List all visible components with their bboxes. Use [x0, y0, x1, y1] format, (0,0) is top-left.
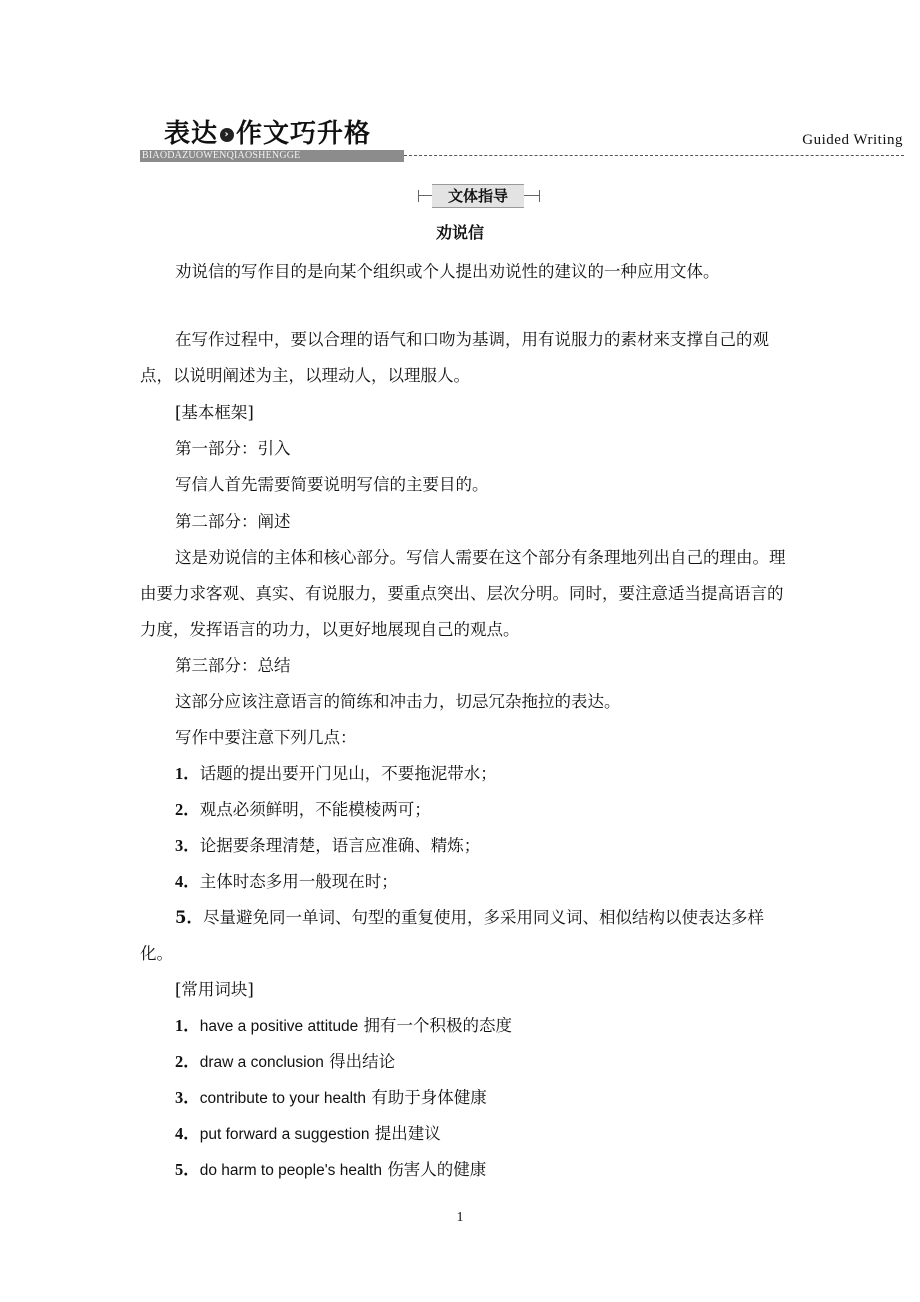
phrase-item — [175, 1080, 487, 1117]
header-divider — [404, 155, 904, 156]
phrase-item — [175, 1116, 441, 1153]
framework-heading: [基本框架] — [175, 403, 254, 422]
phrase-number: 1． — [175, 1016, 200, 1035]
phrase-number: 5． — [175, 1160, 200, 1179]
note-item — [175, 756, 497, 792]
note-text: 话题的提出要开门见山，不要拖泥带水； — [199, 764, 497, 783]
arrow-icon: › — [220, 128, 234, 142]
phrase-chinese: 提出建议 — [369, 1124, 441, 1143]
phrase-chinese: 伤害人的健康 — [381, 1160, 487, 1179]
section-badge — [418, 184, 540, 208]
section-title — [164, 118, 371, 150]
note-text: 尽量避免同一单词、句型的重复使用，多采用同义词、相似结构以使表达多样化。 — [140, 908, 764, 963]
part3-text: 这部分应该注意语言的简练和冲击力，切忌冗杂拖拉的表达。 — [175, 692, 621, 711]
note-number: 3． — [175, 836, 200, 855]
phrases-heading: [常用词块] — [175, 980, 254, 999]
phrase-english: contribute to your health — [199, 1090, 367, 1107]
pinyin-bar: BIAODAZUOWENQIAOSHENGGE — [140, 150, 404, 162]
phrase-english: put forward a suggestion — [199, 1126, 370, 1143]
page-header — [140, 118, 905, 166]
tone-paragraph: 在写作过程中，要以合理的语气和口吻为基调，用有说服力的素材来支撑自己的观点，以说明阐述为主，以理动人，以理服人。 — [140, 330, 769, 385]
intro-paragraph: 劝说信的写作目的是向某个组织或个人提出劝说性的建议的一种应用文体。 — [175, 262, 720, 281]
part3-heading: 第三部分：总结 — [175, 656, 291, 675]
header-english-label: Guided Writing — [802, 132, 903, 148]
note-text: 观点必须鲜明，不能模棱两可； — [199, 800, 431, 819]
part1-text: 写信人首先需要简要说明写信的主要目的。 — [175, 475, 489, 494]
phrase-number: 2． — [175, 1052, 200, 1071]
phrase-english: do harm to people's health — [199, 1162, 382, 1179]
note-item — [175, 792, 431, 828]
part2-heading: 第二部分：阐述 — [175, 512, 291, 531]
phrase-english: have a positive attitude — [199, 1018, 359, 1035]
phrase-chinese: 拥有一个积极的态度 — [358, 1016, 513, 1035]
note-text: 论据要条理清楚，语言应准确、精炼； — [199, 836, 481, 855]
note-number: 1． — [175, 764, 200, 783]
phrase-item — [175, 1044, 395, 1081]
badge-label: 文体指导 — [432, 184, 524, 208]
phrase-english: draw a conclusion — [199, 1054, 324, 1071]
phrase-number: 3． — [175, 1088, 200, 1107]
section-title-right: 作文巧升格 — [236, 119, 372, 149]
part1-heading: 第一部分：引入 — [175, 439, 291, 458]
note-item — [175, 828, 480, 864]
note-item — [140, 900, 790, 972]
badge-tick-left — [418, 190, 419, 202]
phrase-item — [175, 1152, 486, 1189]
notes-heading: 写作中要注意下列几点： — [175, 728, 357, 747]
note-number: 5． — [175, 908, 203, 927]
phrase-chinese: 有助于身体健康 — [366, 1088, 487, 1107]
note-number: 4． — [175, 872, 200, 891]
section-title-left: 表达 — [164, 119, 219, 149]
note-number: 2． — [175, 800, 200, 819]
doc-title: 劝说信 — [435, 223, 484, 242]
note-item — [175, 864, 398, 900]
phrase-chinese: 得出结论 — [323, 1052, 396, 1071]
part2-text: 这是劝说信的主体和核心部分。写信人需要在这个部分有条理地列出自己的理由。理由要力求客观、真实、有说服力，要重点突出、层次分明。同时，要注意适当提高语言的力度，发挥语言的功力，以更好地展现自己的观点。 — [140, 548, 786, 639]
note-text: 主体时态多用一般现在时； — [199, 872, 398, 891]
phrase-item — [175, 1008, 512, 1045]
badge-tick-right — [539, 190, 540, 202]
phrase-number: 4． — [175, 1124, 200, 1143]
page-number: 1 — [456, 1210, 464, 1225]
